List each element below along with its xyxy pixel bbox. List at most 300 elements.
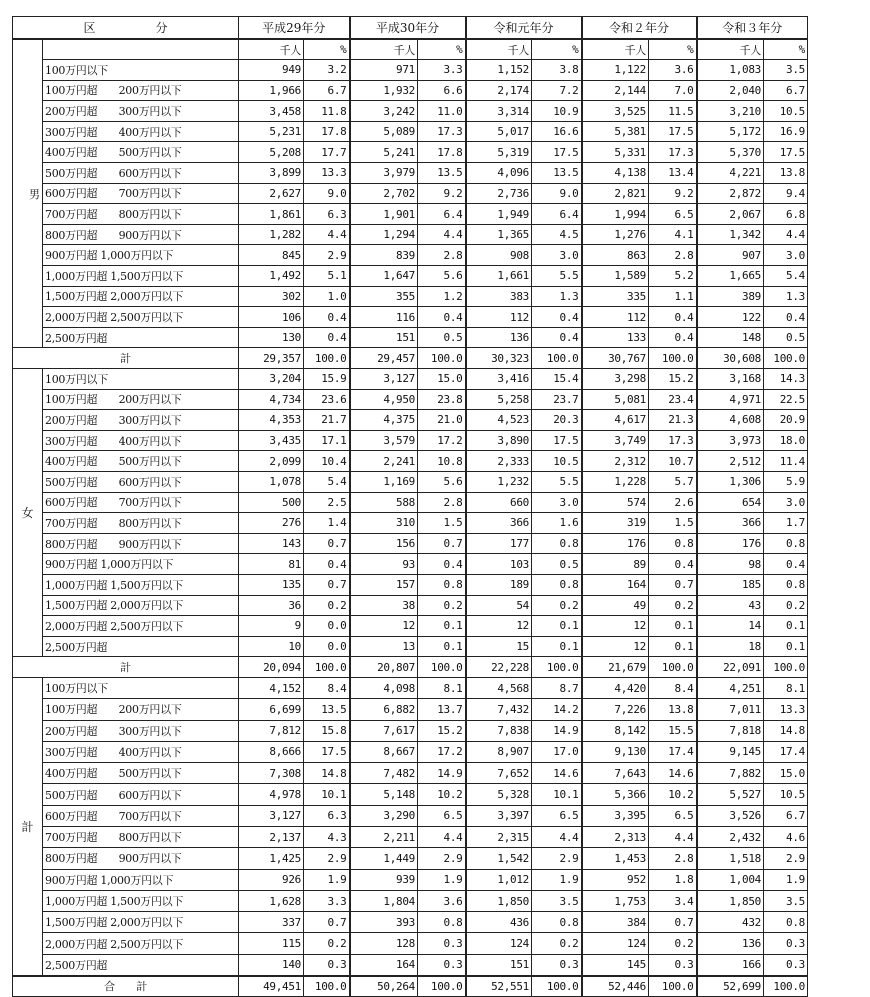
count-value: 588 (350, 492, 418, 513)
percent-value: 0.3 (418, 933, 466, 954)
count-value: 1,453 (582, 848, 649, 869)
percent-value: 3.5 (532, 890, 582, 911)
percent-value: 6.4 (418, 204, 466, 225)
percent-value: 9.0 (304, 183, 350, 204)
total-count: 20,094 (239, 657, 304, 678)
count-value: 4,978 (239, 784, 304, 805)
count-value: 4,138 (582, 163, 649, 184)
count-value: 2,821 (582, 183, 649, 204)
count-value: 574 (582, 492, 649, 513)
percent-value: 3.0 (764, 492, 808, 513)
count-value: 98 (697, 554, 764, 575)
table-row (13, 912, 808, 933)
percent-value: 0.4 (764, 554, 808, 575)
count-value: 4,523 (466, 410, 532, 431)
count-value: 2,174 (466, 80, 532, 101)
total-count: 30,767 (582, 348, 649, 369)
percent-value: 9.2 (418, 183, 466, 204)
percent-value: 15.9 (304, 369, 350, 390)
count-value: 151 (350, 327, 418, 348)
percent-value: 0.4 (764, 307, 808, 328)
income-bracket-label: 700万円超 800万円以下 (43, 826, 239, 847)
count-value: 115 (239, 933, 304, 954)
income-bracket-label: 100万円以下 (43, 369, 239, 390)
count-value: 1,425 (239, 848, 304, 869)
count-value: 7,011 (697, 699, 764, 720)
percent-value: 15.2 (418, 720, 466, 741)
count-value: 5,241 (350, 142, 418, 163)
percent-value: 10.2 (418, 784, 466, 805)
count-value: 1,949 (466, 204, 532, 225)
income-bracket-label: 1,500万円超 2,000万円以下 (43, 595, 239, 616)
income-bracket-label: 1,500万円超 2,000万円以下 (43, 286, 239, 307)
table-row (13, 699, 808, 720)
percent-value: 13.3 (764, 699, 808, 720)
income-bracket-label: 200万円超 300万円以下 (43, 720, 239, 741)
percent-value: 14.9 (532, 720, 582, 741)
count-value: 3,416 (466, 369, 532, 390)
percent-value: 5.7 (649, 471, 697, 492)
percent-value: 4.3 (304, 826, 350, 847)
percent-value: 0.7 (649, 574, 697, 595)
year-header: 平成30年分 (350, 17, 466, 40)
percent-value: 14.6 (532, 763, 582, 784)
percent-value: 11.4 (764, 451, 808, 472)
count-value: 384 (582, 912, 649, 933)
percent-value: 17.3 (649, 430, 697, 451)
percent-value: 17.5 (649, 121, 697, 142)
count-value: 156 (350, 533, 418, 554)
unit-percent: % (532, 39, 582, 60)
count-value: 500 (239, 492, 304, 513)
count-value: 1,083 (697, 60, 764, 81)
count-value: 2,872 (697, 183, 764, 204)
count-value: 5,370 (697, 142, 764, 163)
count-value: 36 (239, 595, 304, 616)
percent-value: 0.2 (764, 595, 808, 616)
year-header: 令和元年分 (466, 17, 582, 40)
income-bracket-label: 2,500万円超 (43, 954, 239, 975)
count-value: 54 (466, 595, 532, 616)
percent-value: 10.4 (304, 451, 350, 472)
percent-value: 11.5 (649, 101, 697, 122)
count-value: 436 (466, 912, 532, 933)
count-value: 6,882 (350, 699, 418, 720)
count-value: 4,152 (239, 677, 304, 698)
total-percent: 100.0 (304, 348, 350, 369)
table-row (13, 80, 808, 101)
unit-row (13, 39, 808, 60)
table-row (13, 183, 808, 204)
year-header: 令和３年分 (697, 17, 808, 40)
count-value: 2,099 (239, 451, 304, 472)
count-value: 393 (350, 912, 418, 933)
table-row (13, 224, 808, 245)
total-percent: 100.0 (532, 976, 582, 997)
total-count: 52,699 (697, 976, 764, 997)
percent-value: 20.3 (532, 410, 582, 431)
percent-value: 5.5 (532, 471, 582, 492)
percent-value: 17.7 (304, 142, 350, 163)
count-value: 133 (582, 327, 649, 348)
count-value: 355 (350, 286, 418, 307)
count-value: 112 (466, 307, 532, 328)
section-block (13, 369, 808, 678)
percent-value: 4.4 (418, 826, 466, 847)
percent-value: 0.7 (649, 912, 697, 933)
count-value: 660 (466, 492, 532, 513)
percent-value: 8.1 (764, 677, 808, 698)
count-value: 2,702 (350, 183, 418, 204)
count-value: 2,211 (350, 826, 418, 847)
percent-value: 15.4 (532, 369, 582, 390)
count-value: 103 (466, 554, 532, 575)
count-value: 4,420 (582, 677, 649, 698)
count-value: 3,127 (239, 805, 304, 826)
percent-value: 0.4 (304, 327, 350, 348)
count-value: 2,040 (697, 80, 764, 101)
percent-value: 0.0 (304, 636, 350, 657)
count-value: 3,314 (466, 101, 532, 122)
table-row (13, 954, 808, 975)
percent-value: 1.9 (532, 869, 582, 890)
percent-value: 6.7 (764, 80, 808, 101)
count-value: 845 (239, 245, 304, 266)
percent-value: 13.5 (532, 163, 582, 184)
unit-persons: 千人 (697, 39, 764, 60)
total-row (13, 348, 808, 369)
percent-value: 17.8 (304, 121, 350, 142)
count-value: 319 (582, 513, 649, 534)
table-row (13, 307, 808, 328)
count-value: 2,736 (466, 183, 532, 204)
percent-value: 3.0 (764, 245, 808, 266)
count-value: 7,643 (582, 763, 649, 784)
percent-value: 0.8 (764, 574, 808, 595)
section-label: 計 (13, 677, 43, 975)
count-value: 1,152 (466, 60, 532, 81)
percent-value: 10.1 (532, 784, 582, 805)
count-value: 1,518 (697, 848, 764, 869)
percent-value: 6.5 (418, 805, 466, 826)
percent-value: 3.5 (764, 60, 808, 81)
count-value: 1,861 (239, 204, 304, 225)
percent-value: 4.1 (649, 224, 697, 245)
table-row (13, 574, 808, 595)
count-value: 3,397 (466, 805, 532, 826)
percent-value: 6.3 (304, 805, 350, 826)
count-value: 3,979 (350, 163, 418, 184)
percent-value: 6.3 (304, 204, 350, 225)
percent-value: 15.0 (764, 763, 808, 784)
count-value: 3,458 (239, 101, 304, 122)
count-value: 839 (350, 245, 418, 266)
percent-value: 21.3 (649, 410, 697, 431)
percent-value: 0.2 (649, 595, 697, 616)
count-value: 939 (350, 869, 418, 890)
percent-value: 1.7 (764, 513, 808, 534)
income-bracket-label: 500万円超 600万円以下 (43, 471, 239, 492)
percent-value: 17.5 (764, 142, 808, 163)
percent-value: 1.9 (418, 869, 466, 890)
total-count: 22,228 (466, 657, 532, 678)
percent-value: 6.5 (649, 204, 697, 225)
count-value: 863 (582, 245, 649, 266)
count-value: 5,381 (582, 121, 649, 142)
count-value: 5,527 (697, 784, 764, 805)
count-value: 8,666 (239, 741, 304, 762)
count-value: 3,435 (239, 430, 304, 451)
percent-value: 5.2 (649, 266, 697, 287)
percent-value: 0.2 (532, 933, 582, 954)
income-bracket-label: 800万円超 900万円以下 (43, 224, 239, 245)
percent-value: 4.4 (764, 224, 808, 245)
income-bracket-label: 700万円超 800万円以下 (43, 513, 239, 534)
percent-value: 14.3 (764, 369, 808, 390)
percent-value: 5.6 (418, 471, 466, 492)
count-value: 2,627 (239, 183, 304, 204)
header-row (13, 17, 808, 40)
count-value: 176 (697, 533, 764, 554)
count-value: 3,290 (350, 805, 418, 826)
count-value: 5,089 (350, 121, 418, 142)
table-row (13, 471, 808, 492)
table-row (13, 389, 808, 410)
percent-value: 2.6 (649, 492, 697, 513)
count-value: 310 (350, 513, 418, 534)
income-bracket-label: 100万円以下 (43, 60, 239, 81)
count-value: 116 (350, 307, 418, 328)
income-bracket-label: 100万円超 200万円以下 (43, 699, 239, 720)
count-value: 5,017 (466, 121, 532, 142)
count-value: 1,932 (350, 80, 418, 101)
count-value: 5,172 (697, 121, 764, 142)
count-value: 5,081 (582, 389, 649, 410)
percent-value: 1.6 (532, 513, 582, 534)
percent-value: 0.2 (304, 595, 350, 616)
percent-value: 0.4 (304, 554, 350, 575)
count-value: 10 (239, 636, 304, 657)
count-value: 4,971 (697, 389, 764, 410)
percent-value: 4.4 (304, 224, 350, 245)
table-row (13, 204, 808, 225)
count-value: 148 (697, 327, 764, 348)
income-bracket-label: 1,500万円超 2,000万円以下 (43, 912, 239, 933)
income-bracket-label: 900万円超 1,000万円以下 (43, 869, 239, 890)
percent-value: 3.6 (418, 890, 466, 911)
unit-persons: 千人 (350, 39, 418, 60)
count-value: 166 (697, 954, 764, 975)
table-row (13, 492, 808, 513)
percent-value: 2.8 (649, 848, 697, 869)
section-block (13, 39, 808, 369)
count-value: 7,652 (466, 763, 532, 784)
percent-value: 0.8 (418, 574, 466, 595)
table-row (13, 595, 808, 616)
percent-value: 3.4 (649, 890, 697, 911)
percent-value: 14.2 (532, 699, 582, 720)
percent-value: 14.8 (764, 720, 808, 741)
section-block (13, 677, 808, 996)
count-value: 7,432 (466, 699, 532, 720)
percent-value: 11.0 (418, 101, 466, 122)
total-percent: 100.0 (532, 348, 582, 369)
count-value: 151 (466, 954, 532, 975)
percent-value: 13.5 (418, 163, 466, 184)
percent-value: 13.3 (304, 163, 350, 184)
percent-value: 0.8 (532, 574, 582, 595)
income-bracket-label: 500万円超 600万円以下 (43, 163, 239, 184)
unit-persons: 千人 (466, 39, 532, 60)
count-value: 136 (466, 327, 532, 348)
percent-value: 0.5 (764, 327, 808, 348)
total-percent: 100.0 (418, 348, 466, 369)
section-label: 女 (13, 369, 43, 657)
table-row (13, 933, 808, 954)
count-value: 4,098 (350, 677, 418, 698)
count-value: 1,228 (582, 471, 649, 492)
income-bracket-label: 300万円超 400万円以下 (43, 121, 239, 142)
percent-value: 0.7 (418, 533, 466, 554)
income-distribution-table (12, 16, 808, 997)
percent-value: 14.6 (649, 763, 697, 784)
percent-value: 8.4 (649, 677, 697, 698)
percent-value: 10.7 (649, 451, 697, 472)
percent-value: 0.8 (532, 912, 582, 933)
total-label: 合 計 (13, 976, 239, 997)
count-value: 135 (239, 574, 304, 595)
count-value: 12 (350, 616, 418, 637)
percent-value: 5.4 (304, 471, 350, 492)
count-value: 952 (582, 869, 649, 890)
percent-value: 1.3 (764, 286, 808, 307)
count-value: 5,331 (582, 142, 649, 163)
percent-value: 17.3 (649, 142, 697, 163)
count-value: 2,312 (582, 451, 649, 472)
percent-value: 21.7 (304, 410, 350, 431)
percent-value: 1.2 (418, 286, 466, 307)
count-value: 1,276 (582, 224, 649, 245)
count-value: 1,342 (697, 224, 764, 245)
table-row (13, 720, 808, 741)
count-value: 164 (350, 954, 418, 975)
count-value: 908 (466, 245, 532, 266)
percent-value: 22.5 (764, 389, 808, 410)
table-row (13, 101, 808, 122)
count-value: 654 (697, 492, 764, 513)
income-bracket-label: 800万円超 900万円以下 (43, 533, 239, 554)
percent-value: 2.9 (532, 848, 582, 869)
percent-value: 17.5 (304, 741, 350, 762)
count-value: 1,804 (350, 890, 418, 911)
income-bracket-label: 2,500万円超 (43, 327, 239, 348)
percent-value: 8.4 (304, 677, 350, 698)
count-value: 1,994 (582, 204, 649, 225)
percent-value: 0.1 (649, 636, 697, 657)
percent-value: 5.9 (764, 471, 808, 492)
count-value: 3,242 (350, 101, 418, 122)
table-row (13, 763, 808, 784)
percent-value: 6.8 (764, 204, 808, 225)
count-value: 176 (582, 533, 649, 554)
table-row (13, 60, 808, 81)
total-count: 49,451 (239, 976, 304, 997)
percent-value: 0.4 (418, 554, 466, 575)
percent-value: 0.3 (304, 954, 350, 975)
count-value: 276 (239, 513, 304, 534)
count-value: 3,890 (466, 430, 532, 451)
count-value: 302 (239, 286, 304, 307)
income-bracket-label: 400万円超 500万円以下 (43, 763, 239, 784)
table-row (13, 869, 808, 890)
percent-value: 20.9 (764, 410, 808, 431)
percent-value: 16.6 (532, 121, 582, 142)
income-distribution-table-wrapper (12, 16, 808, 997)
count-value: 177 (466, 533, 532, 554)
percent-value: 0.7 (304, 574, 350, 595)
total-row (13, 976, 808, 997)
count-value: 5,366 (582, 784, 649, 805)
percent-value: 4.4 (649, 826, 697, 847)
table-row (13, 826, 808, 847)
percent-value: 17.8 (418, 142, 466, 163)
percent-value: 3.0 (532, 245, 582, 266)
percent-value: 0.5 (532, 554, 582, 575)
table-row (13, 451, 808, 472)
count-value: 1,901 (350, 204, 418, 225)
count-value: 1,542 (466, 848, 532, 869)
percent-value: 17.3 (418, 121, 466, 142)
table-row (13, 784, 808, 805)
count-value: 4,608 (697, 410, 764, 431)
total-count: 52,551 (466, 976, 532, 997)
count-value: 12 (582, 616, 649, 637)
table-row (13, 121, 808, 142)
count-value: 1,004 (697, 869, 764, 890)
percent-value: 0.3 (649, 954, 697, 975)
count-value: 7,818 (697, 720, 764, 741)
table-row (13, 848, 808, 869)
count-value: 7,308 (239, 763, 304, 784)
total-percent: 100.0 (418, 976, 466, 997)
income-bracket-label: 100万円超 200万円以下 (43, 80, 239, 101)
percent-value: 1.9 (304, 869, 350, 890)
percent-value: 1.4 (304, 513, 350, 534)
count-value: 7,482 (350, 763, 418, 784)
percent-value: 23.6 (304, 389, 350, 410)
count-value: 389 (697, 286, 764, 307)
section-label: 男 (13, 39, 43, 348)
income-bracket-label: 200万円超 300万円以下 (43, 410, 239, 431)
count-value: 5,328 (466, 784, 532, 805)
income-bracket-label: 2,000万円超 2,500万円以下 (43, 616, 239, 637)
total-row (13, 657, 808, 678)
count-value: 2,315 (466, 826, 532, 847)
percent-value: 0.4 (418, 307, 466, 328)
total-count: 20,807 (350, 657, 418, 678)
percent-value: 10.2 (649, 784, 697, 805)
income-bracket-label: 100万円超 200万円以下 (43, 389, 239, 410)
count-value: 1,294 (350, 224, 418, 245)
table-row (13, 245, 808, 266)
count-value: 1,492 (239, 266, 304, 287)
table-row (13, 410, 808, 431)
percent-value: 2.8 (649, 245, 697, 266)
percent-value: 6.5 (649, 805, 697, 826)
count-value: 3,210 (697, 101, 764, 122)
total-percent: 100.0 (304, 657, 350, 678)
count-value: 106 (239, 307, 304, 328)
